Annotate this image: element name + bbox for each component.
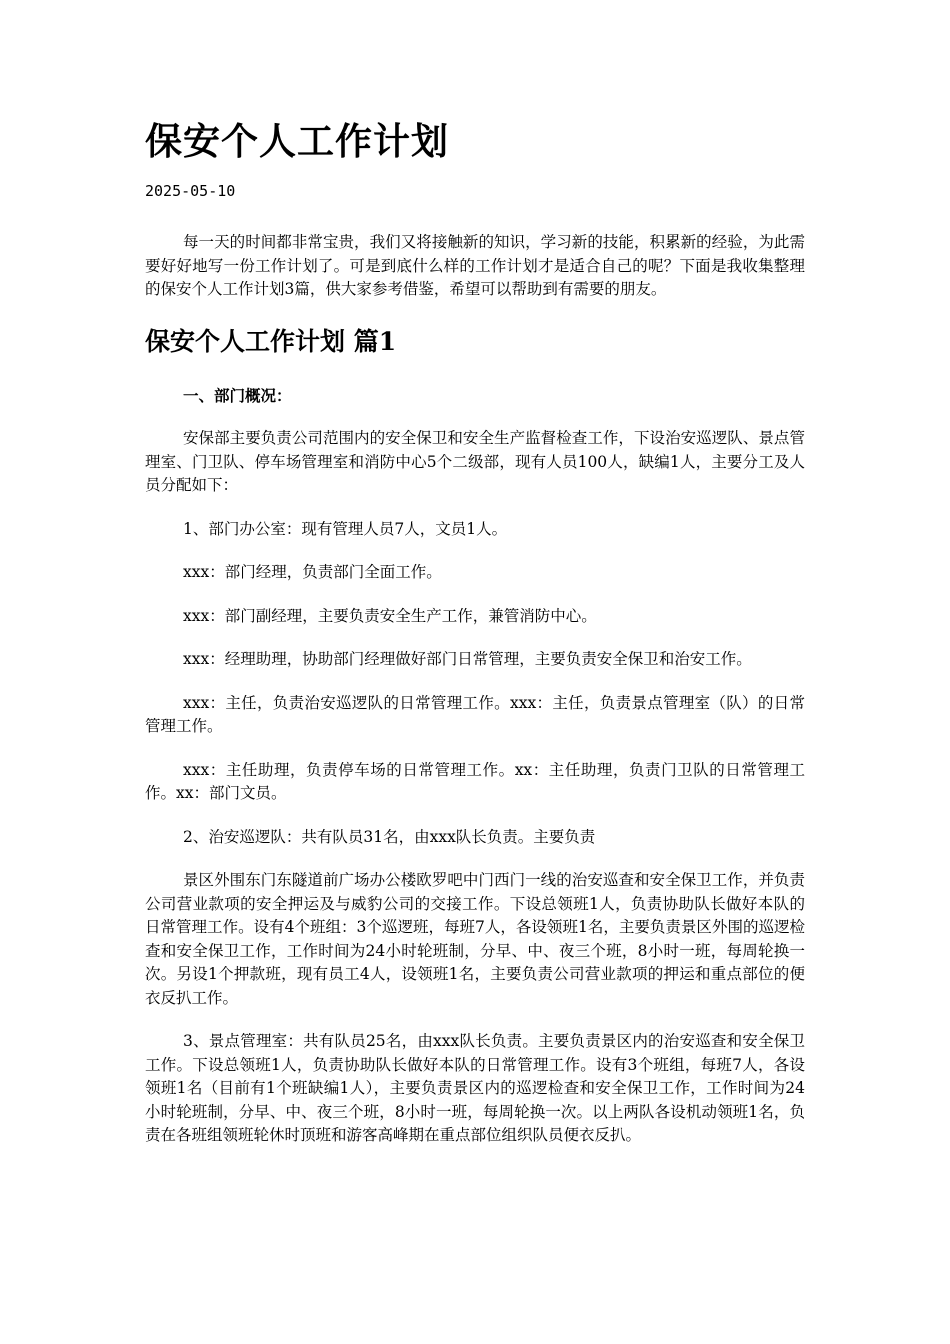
body-paragraph: 3、景点管理室：共有队员25名，由xxx队长负责。主要负责景区内的治安巡查和安全保卫工作。下设总领班1人，负责协助队长做好本队的日常管理工作。设有3个班组，每班7人，各设领班1名（目前有1个班缺编1人），主要负责景区内的巡逻检查和安全保卫工作，工作时间为24小时轮班制，分早、中、夜三个班，8小时一班，每周轮换一次。以上两队各设机动领班1名，负责在各班组领班轮休时顶班和游客高峰期在重点部位组织队员便衣反扒。 [145,1032,805,1144]
document-title: 保安个人工作计划 [145,119,449,163]
document-page [145,112,805,1168]
body-paragraph: 1、部门办公室：现有管理人员7人，文员1人。 [183,519,508,538]
document-date: 2025-05-10 [145,182,236,200]
body-paragraph: xxx：主任助理，负责停车场的日常管理工作。xx：主任助理，负责门卫队的日常管理工作。xx：部门文员。 [145,760,805,802]
body-paragraph: xxx：部门副经理，主要负责安全生产工作，兼管消防中心。 [183,606,597,625]
body-paragraph: 景区外围东门东隧道前广场办公楼欧罗吧中门西门一线的治安巡查和安全保卫工作，并负责公司营业款项的安全押运及与威豹公司的交接工作。下设总领班1人，负责协助队长做好本队的日常管理工作。设有4个班组：3个巡逻班，每班7人，各设领班1名，主要负责景区外围的巡逻检查和安全保卫工作，工作时间为24小时轮班制，分早、中、夜三个班，8小时一班，每周轮换一次。另设1个押款班，现有员工4人，设领班1名，主要负责公司营业款项的押运和重点部位的便衣反扒工作。 [145,871,805,1007]
body-paragraph: xxx：主任，负责治安巡逻队的日常管理工作。xxx：主任，负责景点管理室（队）的日常管理工作。 [145,693,805,735]
body-paragraph: 2、治安巡逻队：共有队员31名，由xxx队长负责。主要负责 [183,827,596,846]
body-paragraph: 安保部主要负责公司范围内的安全保卫和安全生产监督检查工作，下设治安巡逻队、景点管理室、门卫队、停车场管理室和消防中心5个二级部，现有人员100人，缺编1人，主要分工及人员分配如下： [145,429,805,494]
body-paragraph: xxx：部门经理，负责部门全面工作。 [183,563,442,581]
intro-paragraph: 每一天的时间都非常宝贵，我们又将接触新的知识，学习新的技能，积累新的经验，为此需要好好地写一份工作计划了。可是到底什么样的工作计划才是适合自己的呢？下面是我收集整理的保安个人工作计划3篇，供大家参考借鉴，希望可以帮助到有需要的朋友。 [145,233,805,298]
section-subheading: 一、部门概况： [183,385,292,405]
body-paragraph: xxx：经理助理，协助部门经理做好部门日常管理，主要负责安全保卫和治安工作。 [183,650,752,668]
section-heading: 保安个人工作计划 篇1 [145,326,397,356]
